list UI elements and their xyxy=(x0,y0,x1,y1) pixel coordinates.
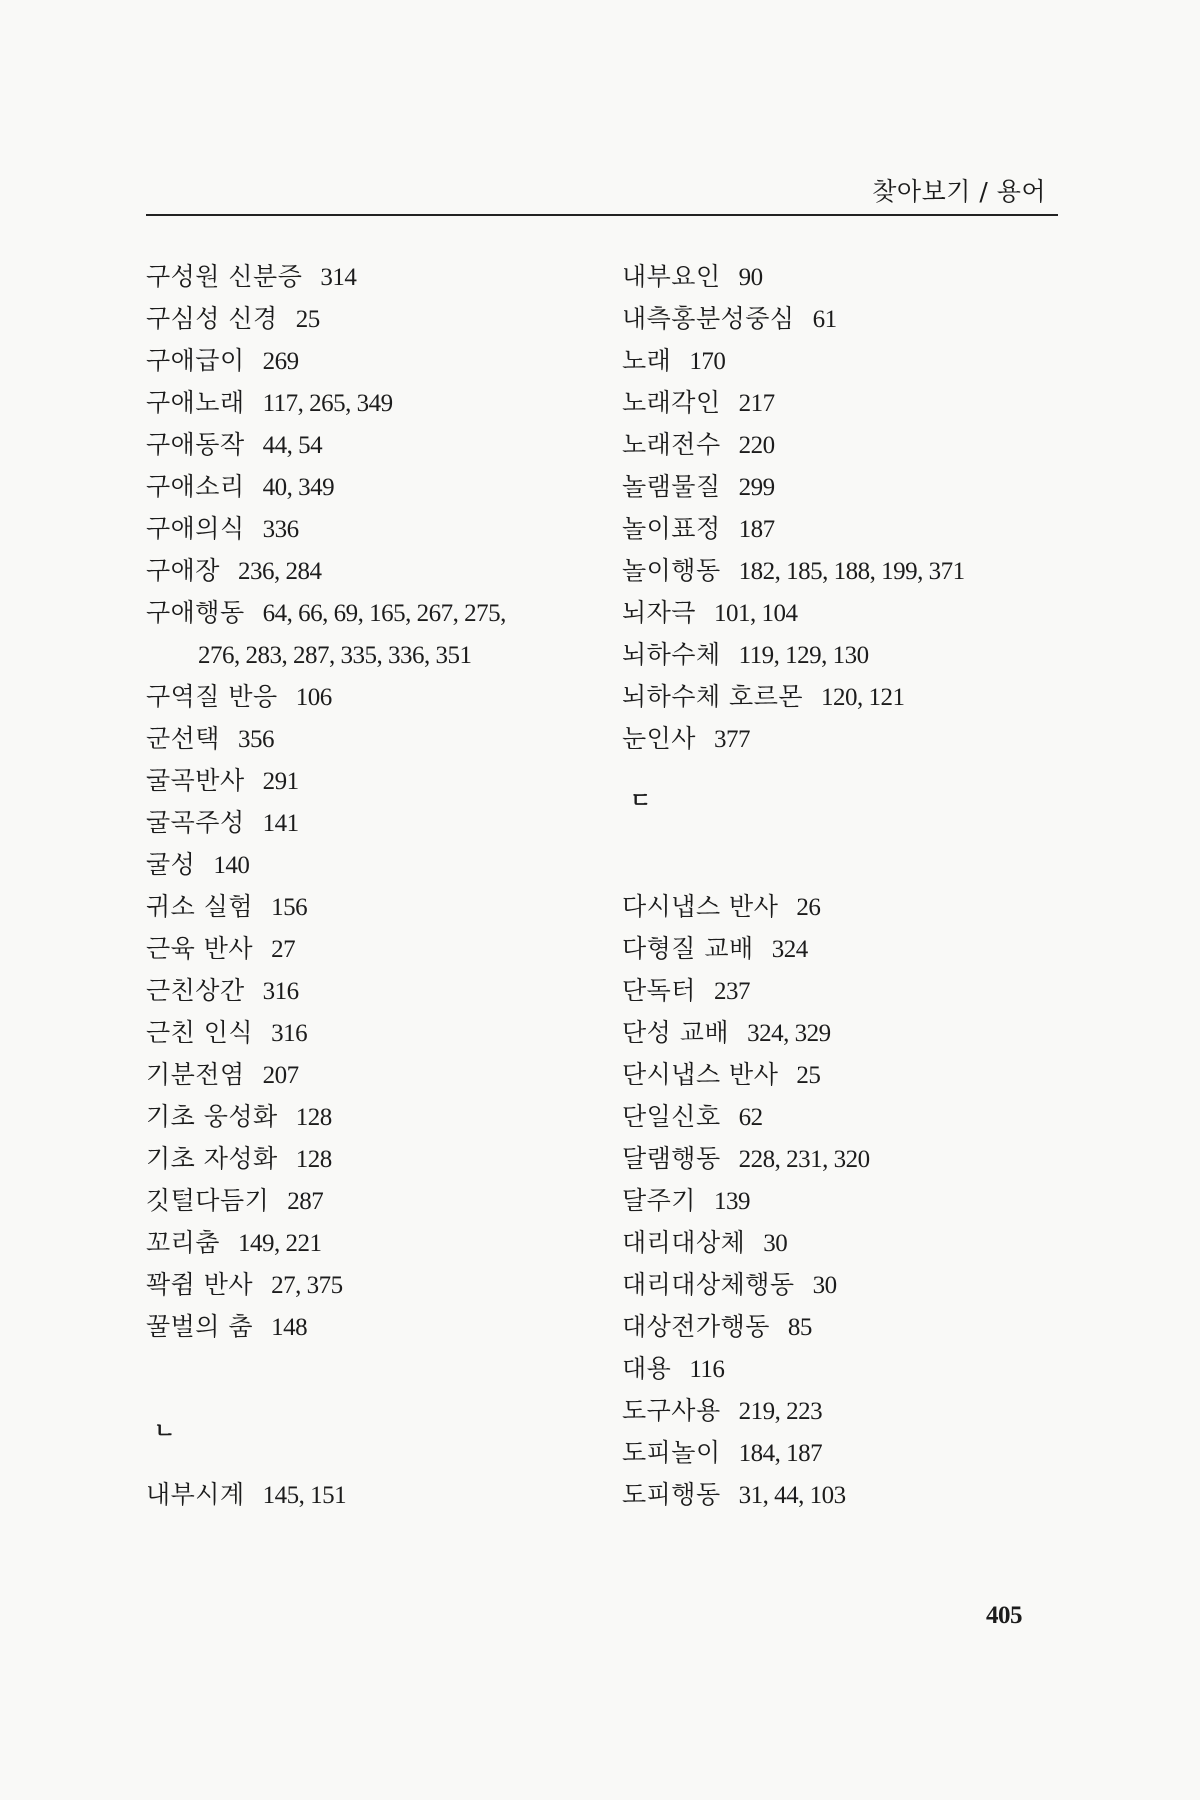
index-entry xyxy=(622,256,1082,298)
entry-pages: 187 xyxy=(738,516,775,543)
entry-term: 내부시계 xyxy=(146,1480,245,1509)
index-entry xyxy=(622,298,1082,340)
entry-pages: 119, 129, 130 xyxy=(738,642,869,669)
entry-pages: 128 xyxy=(295,1104,332,1131)
entry-pages: 141 xyxy=(262,810,299,837)
entry-pages: 269 xyxy=(262,348,299,375)
entry-term: 구애급이 xyxy=(146,346,245,375)
entry-term: 다시냅스 반사 xyxy=(622,892,779,921)
entry-term: 도피놀이 xyxy=(622,1438,721,1467)
index-entry xyxy=(622,550,1082,592)
entry-term: 군선택 xyxy=(146,724,220,753)
index-entry xyxy=(146,844,616,886)
index-entry-continuation xyxy=(146,634,616,676)
entry-term: 내부요인 xyxy=(622,262,721,291)
entry-term: 뇌자극 xyxy=(622,598,696,627)
entry-pages: 149, 221 xyxy=(237,1230,322,1257)
entry-pages: 299 xyxy=(738,474,775,501)
index-entry xyxy=(146,1222,616,1264)
index-entry xyxy=(622,340,1082,382)
entry-term: 굴곡반사 xyxy=(146,766,245,795)
entry-term: 대리대상체 xyxy=(622,1228,746,1257)
entry-pages: 219, 223 xyxy=(738,1398,823,1425)
entry-term: 달램행동 xyxy=(622,1144,721,1173)
entry-pages: 377 xyxy=(713,726,750,753)
entry-pages: 120, 121 xyxy=(821,684,905,711)
index-entry xyxy=(622,1390,1082,1432)
entry-term: 다형질 교배 xyxy=(622,934,754,963)
index-entry xyxy=(146,1180,616,1222)
entry-term: 내측홍분성중심 xyxy=(622,304,795,333)
entry-pages: 356 xyxy=(237,726,274,753)
index-entry xyxy=(146,508,616,550)
running-header xyxy=(146,170,1058,216)
index-entry xyxy=(622,1264,1082,1306)
index-entry xyxy=(146,1264,616,1306)
entry-term: 대용 xyxy=(622,1354,672,1383)
index-entry xyxy=(146,802,616,844)
entry-pages: 62 xyxy=(738,1104,763,1131)
entry-pages: 40, 349 xyxy=(262,474,335,501)
entry-term: 기초 자성화 xyxy=(146,1144,278,1173)
index-entry xyxy=(622,1222,1082,1264)
index-entry xyxy=(622,466,1082,508)
entry-pages: 61 xyxy=(812,306,837,333)
entry-term: 뇌하수체 호르몬 xyxy=(622,682,803,711)
entry-term: 단일신호 xyxy=(622,1102,721,1131)
entry-pages: 228, 231, 320 xyxy=(738,1146,870,1173)
entry-term: 구애행동 xyxy=(146,598,245,627)
entry-term: 도피행동 xyxy=(622,1480,721,1509)
index-entry xyxy=(146,1054,616,1096)
entry-term: 놀이행동 xyxy=(622,556,721,585)
entry-term: 꿀벌의 춤 xyxy=(146,1312,254,1341)
entry-pages: 156 xyxy=(271,894,308,921)
entry-pages: 324, 329 xyxy=(747,1020,831,1047)
index-entry xyxy=(622,424,1082,466)
index-entry xyxy=(622,928,1082,970)
index-entry xyxy=(622,676,1082,718)
entry-term: 대상전가행동 xyxy=(622,1312,770,1341)
index-entry xyxy=(146,466,616,508)
index-entry xyxy=(622,970,1082,1012)
entry-pages: 316 xyxy=(262,978,299,1005)
entry-term: 근친상간 xyxy=(146,976,245,1005)
index-entry xyxy=(622,1054,1082,1096)
entry-term: 구성원 신분증 xyxy=(146,262,303,291)
entry-pages: 27 xyxy=(271,936,296,963)
index-entry xyxy=(622,1348,1082,1390)
section-gap xyxy=(622,844,1082,886)
entry-pages: 25 xyxy=(295,306,320,333)
entry-pages: 90 xyxy=(738,264,763,291)
index-entry xyxy=(622,1138,1082,1180)
entry-pages: 44, 54 xyxy=(262,432,323,459)
running-header-title: 찾아보기 / 용어 xyxy=(872,177,1046,206)
index-entry xyxy=(622,1474,1082,1516)
entry-pages: 148 xyxy=(271,1314,308,1341)
index-entry xyxy=(146,256,616,298)
index-entry xyxy=(146,382,616,424)
index-entry xyxy=(622,1432,1082,1474)
entry-pages: 184, 187 xyxy=(738,1440,823,1467)
entry-term: 노래전수 xyxy=(622,430,721,459)
entry-pages: 25 xyxy=(796,1062,821,1089)
index-entry xyxy=(622,1306,1082,1348)
entry-term: 꽉쥠 반사 xyxy=(146,1270,254,1299)
entry-pages: 30 xyxy=(812,1272,837,1299)
entry-term: 굴성 xyxy=(146,850,196,879)
entry-pages: 316 xyxy=(271,1020,308,1047)
index-entry xyxy=(622,1096,1082,1138)
index-entry xyxy=(146,1012,616,1054)
entry-pages: 182, 185, 188, 199, 371 xyxy=(738,558,965,585)
entry-term: 눈인사 xyxy=(622,724,696,753)
index-entry xyxy=(146,550,616,592)
entry-term: 달주기 xyxy=(622,1186,696,1215)
entry-pages: 314 xyxy=(320,264,357,291)
entry-pages: 237 xyxy=(713,978,750,1005)
entry-pages: 101, 104 xyxy=(713,600,798,627)
entry-pages: 26 xyxy=(796,894,821,921)
page-number: 405 xyxy=(986,1602,1022,1629)
entry-pages: 31, 44, 103 xyxy=(738,1482,846,1509)
section-heading-nieun: ㄴ xyxy=(154,1419,176,1444)
entry-pages: 106 xyxy=(295,684,332,711)
entry-pages: 117, 265, 349 xyxy=(262,390,393,417)
index-entry xyxy=(146,1138,616,1180)
entry-pages: 128 xyxy=(295,1146,332,1173)
entry-term: 구애장 xyxy=(146,556,220,585)
index-entry xyxy=(622,1012,1082,1054)
entry-term: 단시냅스 반사 xyxy=(622,1060,779,1089)
entry-pages: 220 xyxy=(738,432,775,459)
index-entry xyxy=(622,886,1082,928)
section-heading-digeut: ㄷ xyxy=(630,789,652,814)
entry-term: 단독터 xyxy=(622,976,696,1005)
entry-term: 깃털다듬기 xyxy=(146,1186,270,1215)
entry-pages: 27, 375 xyxy=(271,1272,343,1299)
index-entry xyxy=(146,760,616,802)
entry-pages: 145, 151 xyxy=(262,1482,347,1509)
entry-pages: 207 xyxy=(262,1062,299,1089)
index-entry xyxy=(622,634,1082,676)
entry-pages: 85 xyxy=(787,1314,812,1341)
entry-pages: 140 xyxy=(213,852,250,879)
index-entry xyxy=(622,382,1082,424)
entry-term: 구애동작 xyxy=(146,430,245,459)
entry-term: 근친 인식 xyxy=(146,1018,254,1047)
entry-term: 놀이표정 xyxy=(622,514,721,543)
entry-term: 꼬리춤 xyxy=(146,1228,220,1257)
entry-term: 구애의식 xyxy=(146,514,245,543)
entry-term: 놀램물질 xyxy=(622,472,721,501)
index-entry xyxy=(146,676,616,718)
entry-pages: 139 xyxy=(713,1188,750,1215)
index-entry xyxy=(146,424,616,466)
entry-term: 구애소리 xyxy=(146,472,245,501)
index-entry xyxy=(146,592,616,634)
entry-pages: 324 xyxy=(771,936,808,963)
entry-term: 노래각인 xyxy=(622,388,721,417)
entry-pages: 236, 284 xyxy=(237,558,322,585)
entry-term: 대리대상체행동 xyxy=(622,1270,795,1299)
index-entry xyxy=(146,718,616,760)
entry-pages: 217 xyxy=(738,390,775,417)
index-entry xyxy=(622,1180,1082,1222)
index-entry xyxy=(622,592,1082,634)
index-entry xyxy=(146,886,616,928)
entry-term: 귀소 실험 xyxy=(146,892,254,921)
entry-term: 도구사용 xyxy=(622,1396,721,1425)
entry-pages: 287 xyxy=(287,1188,324,1215)
entry-term: 구애노래 xyxy=(146,388,245,417)
entry-term: 구역질 반응 xyxy=(146,682,278,711)
index-entry xyxy=(146,970,616,1012)
index-entry xyxy=(146,1096,616,1138)
index-entry xyxy=(622,508,1082,550)
index-entry xyxy=(146,1474,616,1516)
section-gap xyxy=(146,1348,616,1390)
entry-pages: 170 xyxy=(689,348,726,375)
entry-term: 굴곡주성 xyxy=(146,808,245,837)
index-entry xyxy=(146,1306,616,1348)
entry-term: 기분전염 xyxy=(146,1060,245,1089)
entry-pages: 276, 283, 287, 335, 336, 351 xyxy=(198,642,472,669)
entry-pages: 336 xyxy=(262,516,299,543)
entry-pages: 291 xyxy=(262,768,299,795)
entry-pages: 30 xyxy=(763,1230,788,1257)
entry-pages: 116 xyxy=(689,1356,725,1383)
entry-term: 구심성 신경 xyxy=(146,304,278,333)
index-column-right xyxy=(622,256,1082,1516)
entry-term: 기초 웅성화 xyxy=(146,1102,278,1131)
entry-term: 뇌하수체 xyxy=(622,640,721,669)
entry-term: 단성 교배 xyxy=(622,1018,730,1047)
index-entry xyxy=(146,298,616,340)
index-column-left xyxy=(146,256,616,1516)
index-entry xyxy=(622,718,1082,760)
entry-pages: 64, 66, 69, 165, 267, 275, xyxy=(262,600,506,627)
entry-term: 근육 반사 xyxy=(146,934,254,963)
index-entry xyxy=(146,340,616,382)
entry-term: 노래 xyxy=(622,346,672,375)
index-entry xyxy=(146,928,616,970)
